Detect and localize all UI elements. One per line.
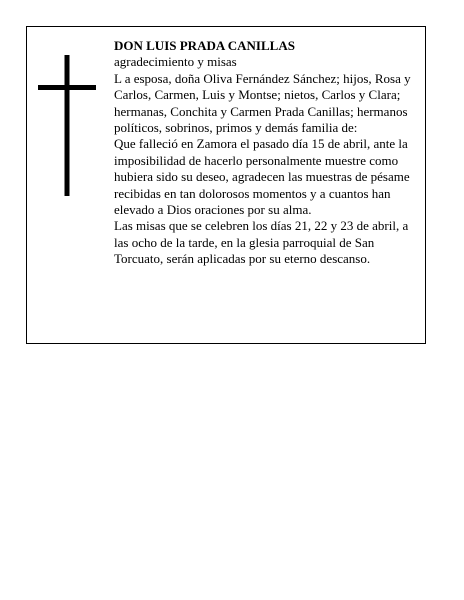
gratitude-paragraph: Que falleció en Zamora el pasado día 15 de abril, ante la imposibilidad de hacerlo personalmente muestre como hubiera sido su deseo, agradecen las muestras de pésame recibidas en tan dolorosos momentos y a cuantos han elevado a Dios oraciones por su alma. xyxy=(114,136,410,218)
family-paragraph: L a esposa, doña Oliva Fernández Sánchez; hijos, Rosa y Carlos, Carmen, Luis y Montse; nietos, Carlos y Clara; hermanas, Conchita y Carmen Prada Canillas; hermanos políticos, sobrinos, primos y demás familia de: xyxy=(114,70,411,136)
notice-subtitle: agradecimiento y misas xyxy=(114,54,237,70)
masses-paragraph: Las misas que se celebren los días 21, 22 y 23 de abril, a las ocho de la tarde, en la glesia parroquial de San Torcuato, serán aplicadas por su eterno descanso. xyxy=(114,218,409,267)
deceased-name: DON LUIS PRADA CANILLAS xyxy=(114,38,295,53)
obituary-text xyxy=(114,38,420,268)
